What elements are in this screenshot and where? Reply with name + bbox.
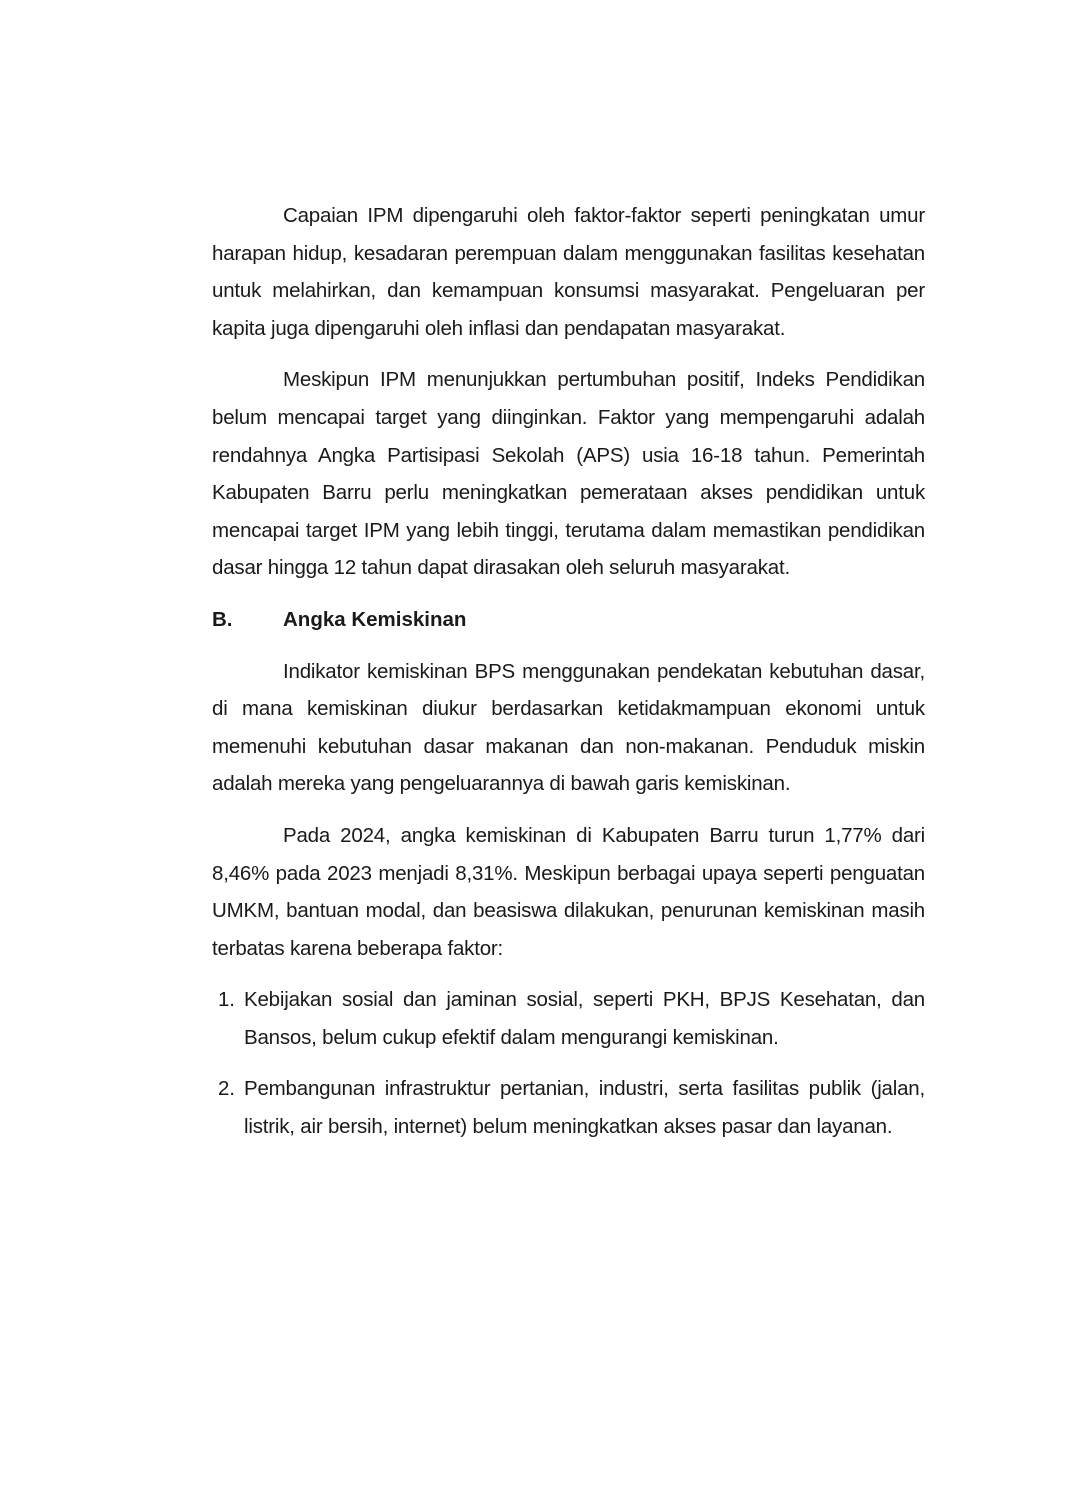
factors-list xyxy=(212,981,925,1145)
list-item-text: Kebijakan sosial dan jaminan sosial, seperti PKH, BPJS Kesehatan, dan Bansos, belum cukup efektif dalam mengurangi kemiskinan. xyxy=(244,988,925,1049)
section-heading xyxy=(212,601,925,639)
list-marker: 2. xyxy=(218,1077,235,1101)
paragraph-poverty-indicator: Indikator kemiskinan BPS menggunakan pendekatan kebutuhan dasar, di mana kemiskinan diukur berdasarkan ketidakmampuan ekonomi untuk memenuhi kebutuhan dasar makanan dan non-makanan. Penduduk miskin adalah mereka yang pengeluarannya di bawah garis kemiskinan. xyxy=(212,659,925,796)
list-item xyxy=(212,981,925,1056)
paragraph-poverty-2024: Pada 2024, angka kemiskinan di Kabupaten Barru turun 1,77% dari 8,46% pada 2023 menjadi 8,31%. Meskipun berbagai upaya seperti penguatan UMKM, bantuan modal, dan beasiswa dilakukan, penurunan kemiskinan masih terbatas karena beberapa faktor: xyxy=(212,823,925,960)
list-item-text: Pembangunan infrastruktur pertanian, industri, serta fasilitas publik (jalan, listrik, air bersih, internet) belum meningkatkan akses pasar dan layanan. xyxy=(244,1077,925,1139)
list-marker: 1. xyxy=(218,988,235,1012)
list-item xyxy=(212,1070,925,1145)
paragraph-ipm-factors: Capaian IPM dipengaruhi oleh faktor-faktor seperti peningkatan umur harapan hidup, kesadaran perempuan dalam menggunakan fasilitas kesehatan untuk melahirkan, dan kemampuan konsumsi masyarakat. Pengeluaran per kapita juga dipengaruhi oleh inflasi dan pendapatan masyarakat. xyxy=(212,204,925,340)
paragraph-education-index: Meskipun IPM menunjukkan pertumbuhan positif, Indeks Pendidikan belum mencapai target yang diinginkan. Faktor yang mempengaruhi adalah rendahnya Angka Partisipasi Sekolah (APS) usia 16-18 tahun. Pemerintah Kabupaten Barru perlu meningkatkan pemerataan akses pendidikan untuk mencapai target IPM yang lebih tinggi, terutama dalam memastikan pendidikan dasar hingga 12 tahun dapat dirasakan oleh seluruh masyarakat. xyxy=(212,368,925,580)
section-number: B. xyxy=(212,607,233,631)
section-title: Angka Kemiskinan xyxy=(283,607,467,631)
document-page xyxy=(212,197,925,1160)
